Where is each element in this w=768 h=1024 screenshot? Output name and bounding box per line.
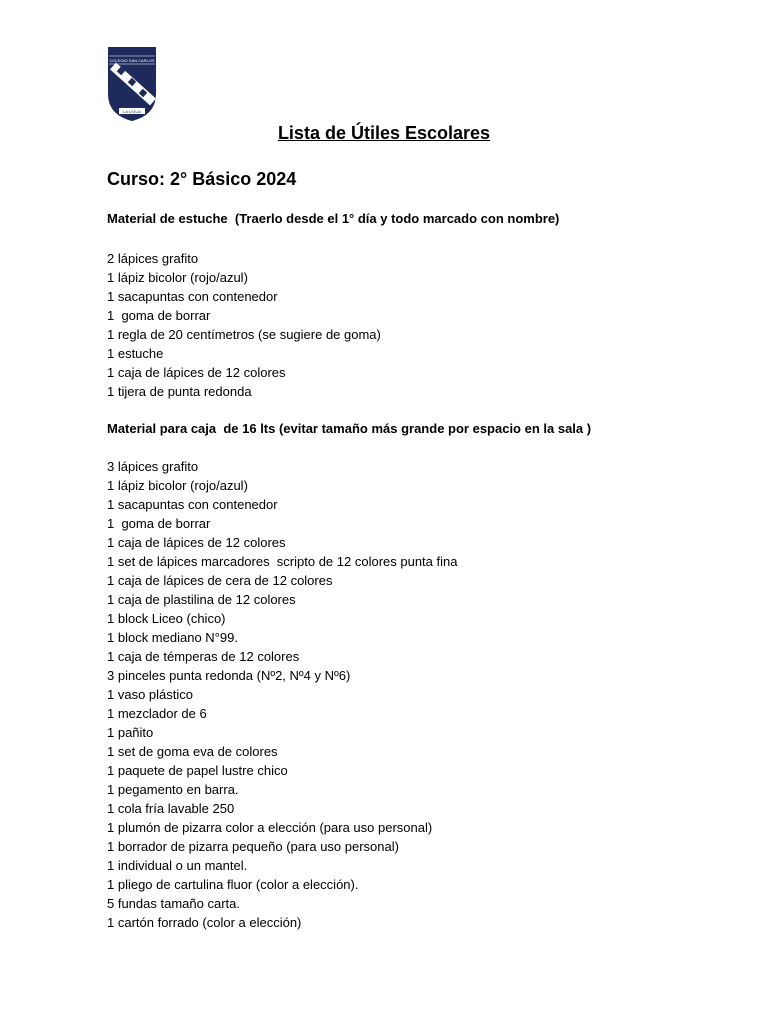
section-heading-estuche: Material de estuche (Traerlo desde el 1° día y todo marcado con nombre) bbox=[107, 211, 560, 226]
list-item: 1 goma de borrar bbox=[107, 516, 211, 531]
list-item: 1 caja de plastilina de 12 colores bbox=[107, 592, 296, 607]
list-item: 1 lápiz bicolor (rojo/azul) bbox=[107, 478, 248, 493]
page-title: Lista de Útiles Escolares bbox=[277, 123, 491, 143]
list-item: 1 block Liceo (chico) bbox=[107, 611, 226, 626]
list-item: 1 tijera de punta redonda bbox=[107, 384, 252, 399]
list-item: 1 pegamento en barra. bbox=[107, 782, 239, 797]
list-item: 1 individual o un mantel. bbox=[107, 858, 248, 873]
list-item: 1 pañito bbox=[107, 725, 154, 740]
list-item: 1 goma de borrar bbox=[107, 308, 211, 323]
list-item: 1 mezclador de 6 bbox=[107, 706, 207, 721]
list-item: 1 regla de 20 centímetros (se sugiere de goma) bbox=[107, 327, 381, 342]
list-item: 1 pliego de cartulina fluor (color a elección). bbox=[107, 877, 359, 892]
list-item: 1 set de goma eva de colores bbox=[107, 744, 278, 759]
list-item: 1 caja de lápices de 12 colores bbox=[107, 365, 286, 380]
list-item: 1 caja de lápices de 12 colores bbox=[107, 535, 286, 550]
list-item: 1 lápiz bicolor (rojo/azul) bbox=[107, 270, 248, 285]
list-item: 2 lápices grafito bbox=[107, 251, 199, 266]
section-heading-caja: Material para caja de 16 lts (evitar tamaño más grande por espacio en la sala ) bbox=[107, 421, 592, 436]
list-item: 3 lápices grafito bbox=[107, 459, 199, 474]
crest-bottom-text: LA LIGUA bbox=[123, 109, 141, 114]
list-item: 1 estuche bbox=[107, 346, 164, 361]
list-item: 1 set de lápices marcadores scripto de 12 colores punta fina bbox=[107, 554, 458, 569]
course-heading: Curso: 2° Básico 2024 bbox=[107, 169, 297, 189]
list-item: 1 cola fría lavable 250 bbox=[107, 801, 235, 816]
list-item: 5 fundas tamaño carta. bbox=[107, 896, 240, 911]
supply-list-caja bbox=[107, 457, 457, 932]
list-item: 1 borrador de pizarra pequeño (para uso personal) bbox=[107, 839, 399, 854]
school-crest-icon bbox=[107, 46, 157, 122]
list-item: 1 caja de témperas de 12 colores bbox=[107, 649, 300, 664]
list-item: 1 block mediano N°99. bbox=[107, 630, 238, 645]
list-item: 3 pinceles punta redonda (Nº2, Nº4 y Nº6) bbox=[107, 668, 351, 683]
list-item: 1 sacapuntas con contenedor bbox=[107, 289, 278, 304]
list-item: 1 caja de lápices de cera de 12 colores bbox=[107, 573, 333, 588]
list-item: 1 vaso plástico bbox=[107, 687, 193, 702]
list-item: 1 plumón de pizarra color a elección (para uso personal) bbox=[107, 820, 433, 835]
supply-list-estuche bbox=[107, 249, 381, 401]
list-item: 1 cartón forrado (color a elección) bbox=[107, 915, 302, 930]
list-item: 1 sacapuntas con contenedor bbox=[107, 497, 278, 512]
list-item: 1 paquete de papel lustre chico bbox=[107, 763, 288, 778]
crest-top-text: COLEGIO SAN CARLOS bbox=[109, 58, 155, 63]
